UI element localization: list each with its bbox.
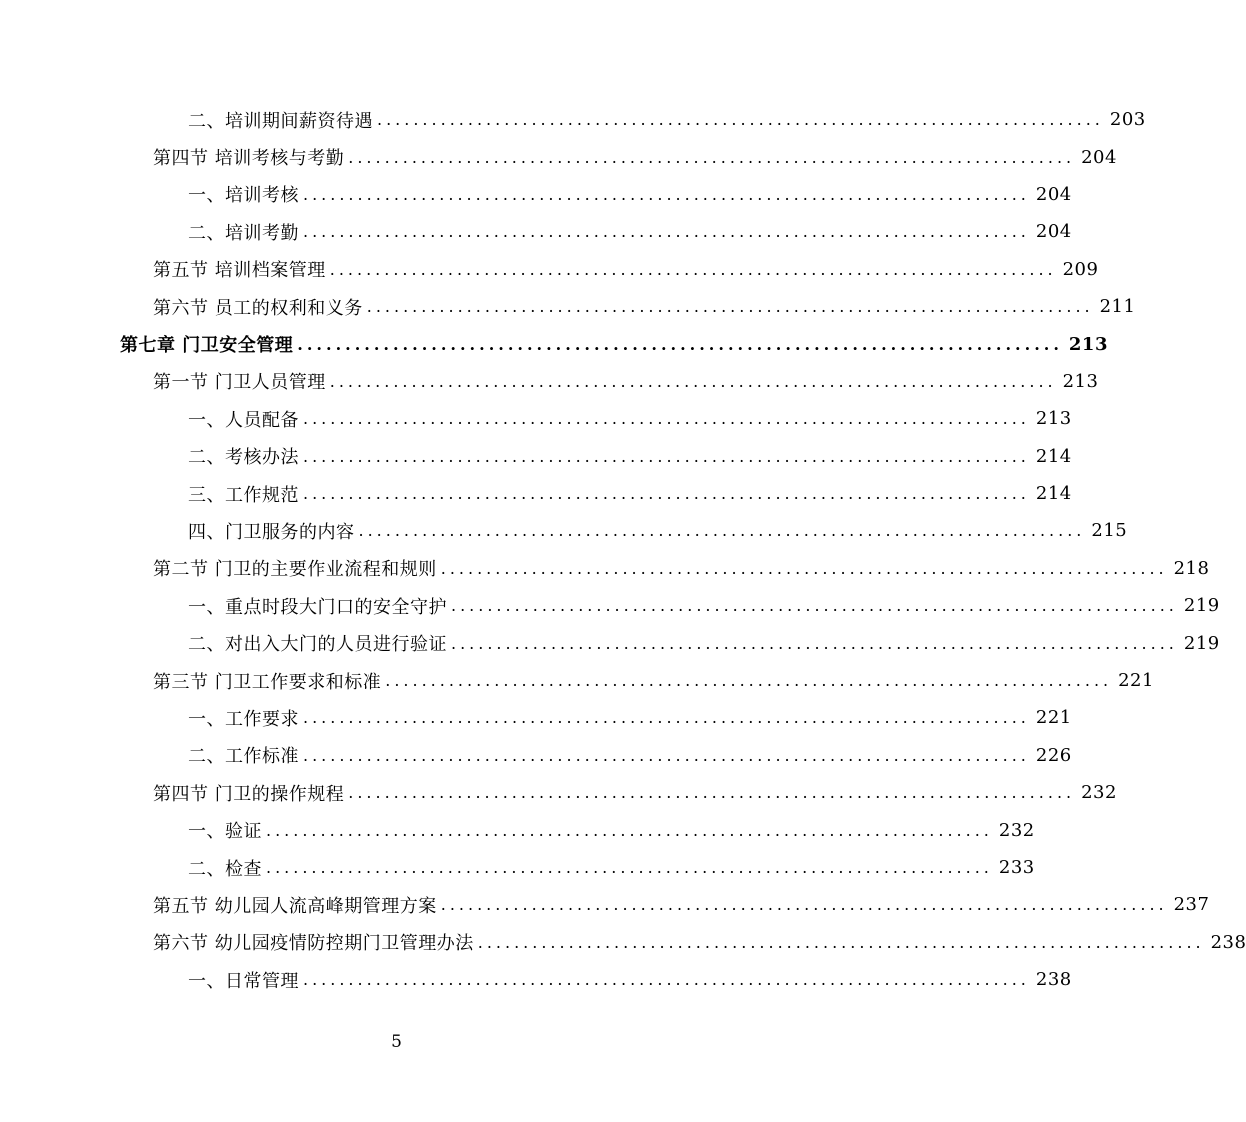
toc-entry[interactable] [0,512,1128,549]
toc-entry-page: 215 [1091,520,1128,542]
dot-leader: ................................................................................ [303,222,1030,242]
toc-entry-page: 211 [1099,296,1136,318]
dot-leader: ................................................................................ [329,371,1057,391]
toc-entry-title: 二、培训考勤 [188,222,299,244]
toc-entry-title: 四、门卫服务的内容 [188,521,355,543]
toc-entry-page: 214 [1035,445,1072,467]
dot-leader: ................................................................................ [303,184,1030,204]
dot-leader: ................................................................................ [303,745,1030,765]
toc-entry[interactable] [0,138,1117,175]
toc-entry-page: 219 [1183,595,1220,617]
toc-entry-title: 第六节 员工的权利和义务 [153,297,363,319]
toc-entry[interactable] [0,811,1035,848]
toc-entry-title: 第一节 门卫人员管理 [153,372,326,394]
toc-entry-page: 218 [1173,557,1210,579]
toc-entry[interactable] [0,325,1108,362]
toc-entry[interactable] [0,363,1099,400]
dot-leader: ................................................................................ [385,671,1113,691]
toc-entry-title: 第二节 门卫的主要作业流程和规则 [153,559,437,581]
dot-leader: ................................................................................ [451,596,1178,616]
toc-entry[interactable] [0,774,1117,811]
toc-entry-title: 第四节 培训考核与考勤 [153,148,345,170]
toc-entry-page: 237 [1173,894,1210,916]
page-number: 5 [391,1032,402,1052]
toc-entry-page: 203 [1109,109,1146,131]
toc-entry-page: 213 [1035,408,1072,430]
dot-leader: ................................................................................ [303,708,1030,728]
toc-entry[interactable] [0,961,1072,998]
toc-entry[interactable] [0,101,1146,138]
dot-leader: ................................................................................ [266,858,993,877]
toc-entry-title: 第五节 培训档案管理 [153,260,326,282]
toc-entry-page: 232 [998,819,1035,841]
toc-entry-page: 213 [1068,333,1108,355]
toc-entry-page: 233 [998,857,1035,878]
toc-entry-page: 209 [1062,258,1099,280]
table-of-contents [0,101,1246,998]
toc-entry-page: 238 [1210,931,1246,953]
toc-entry-page: 221 [1035,707,1072,729]
dot-leader: ................................................................................ [451,633,1178,653]
dot-leader: ................................................................................ [366,297,1094,317]
dot-leader: ................................................................................ [329,259,1057,279]
dot-leader: ................................................................................ [348,147,1076,167]
toc-entry-title: 一、验证 [188,821,262,843]
dot-leader: ................................................................................ [477,932,1205,952]
toc-entry-page: 226 [1035,744,1072,766]
toc-entry-page: 204 [1035,183,1072,205]
toc-entry[interactable] [0,288,1136,325]
toc-entry-title: 第七章 门卫安全管理 [120,335,294,357]
toc-entry-title: 三、工作规范 [188,484,299,506]
toc-entry[interactable] [0,251,1099,288]
toc-entry[interactable] [0,475,1072,512]
toc-entry-page: 219 [1183,632,1220,654]
dot-leader: ................................................................................ [303,409,1030,429]
toc-entry-page: 221 [1118,670,1154,692]
toc-entry[interactable] [0,849,1035,886]
toc-entry[interactable] [0,737,1072,774]
toc-entry-page: 214 [1035,483,1072,505]
toc-entry-title: 一、重点时段大门口的安全守护 [188,596,447,618]
toc-entry-title: 二、检查 [188,858,262,880]
toc-entry-title: 二、工作标准 [188,746,299,768]
toc-entry[interactable] [0,587,1220,624]
toc-entry[interactable] [0,924,1246,961]
toc-entry-title: 一、人员配备 [188,409,299,431]
toc-entry[interactable] [0,886,1210,923]
dot-leader: ................................................................................ [303,446,1030,466]
toc-entry-title: 第五节 幼儿园人流高峰期管理方案 [153,895,437,917]
toc-entry-title: 一、培训考核 [188,185,299,207]
toc-entry-title: 二、考核办法 [188,447,299,469]
dot-leader: ................................................................................ [440,558,1168,578]
toc-entry[interactable] [0,662,1154,699]
toc-entry-title: 一、日常管理 [188,970,299,992]
toc-entry[interactable] [0,624,1220,661]
toc-entry[interactable] [0,699,1072,736]
dot-leader: ................................................................................ [303,484,1030,504]
dot-leader: ................................................................................ [303,970,1030,990]
dot-leader: ................................................................................ [348,783,1076,803]
toc-entry-page: 204 [1081,146,1117,168]
dot-leader: ................................................................................ [358,521,1086,541]
toc-entry[interactable] [0,213,1072,250]
dot-leader: ................................................................................ [266,820,993,840]
toc-entry[interactable] [0,550,1210,587]
toc-entry-title: 第四节 门卫的操作规程 [153,783,345,805]
toc-entry-title: 第六节 幼儿园疫情防控期门卫管理办法 [153,933,474,955]
toc-entry[interactable] [0,400,1072,437]
toc-entry-title: 一、工作要求 [188,708,299,730]
toc-entry-page: 204 [1035,221,1072,243]
toc-entry[interactable] [0,176,1072,213]
toc-entry-page: 213 [1062,370,1099,392]
dot-leader: ................................................................................ [377,110,1104,130]
toc-entry[interactable] [0,438,1072,475]
toc-entry-title: 二、培训期间薪资待遇 [188,110,373,132]
dot-leader: ................................................................................ [297,334,1063,354]
dot-leader: ................................................................................ [440,895,1168,915]
toc-entry-page: 232 [1081,782,1117,804]
toc-entry-title: 二、对出入大门的人员进行验证 [188,634,447,656]
toc-entry-page: 238 [1035,969,1072,991]
toc-entry-title: 第三节 门卫工作要求和标准 [153,671,382,693]
